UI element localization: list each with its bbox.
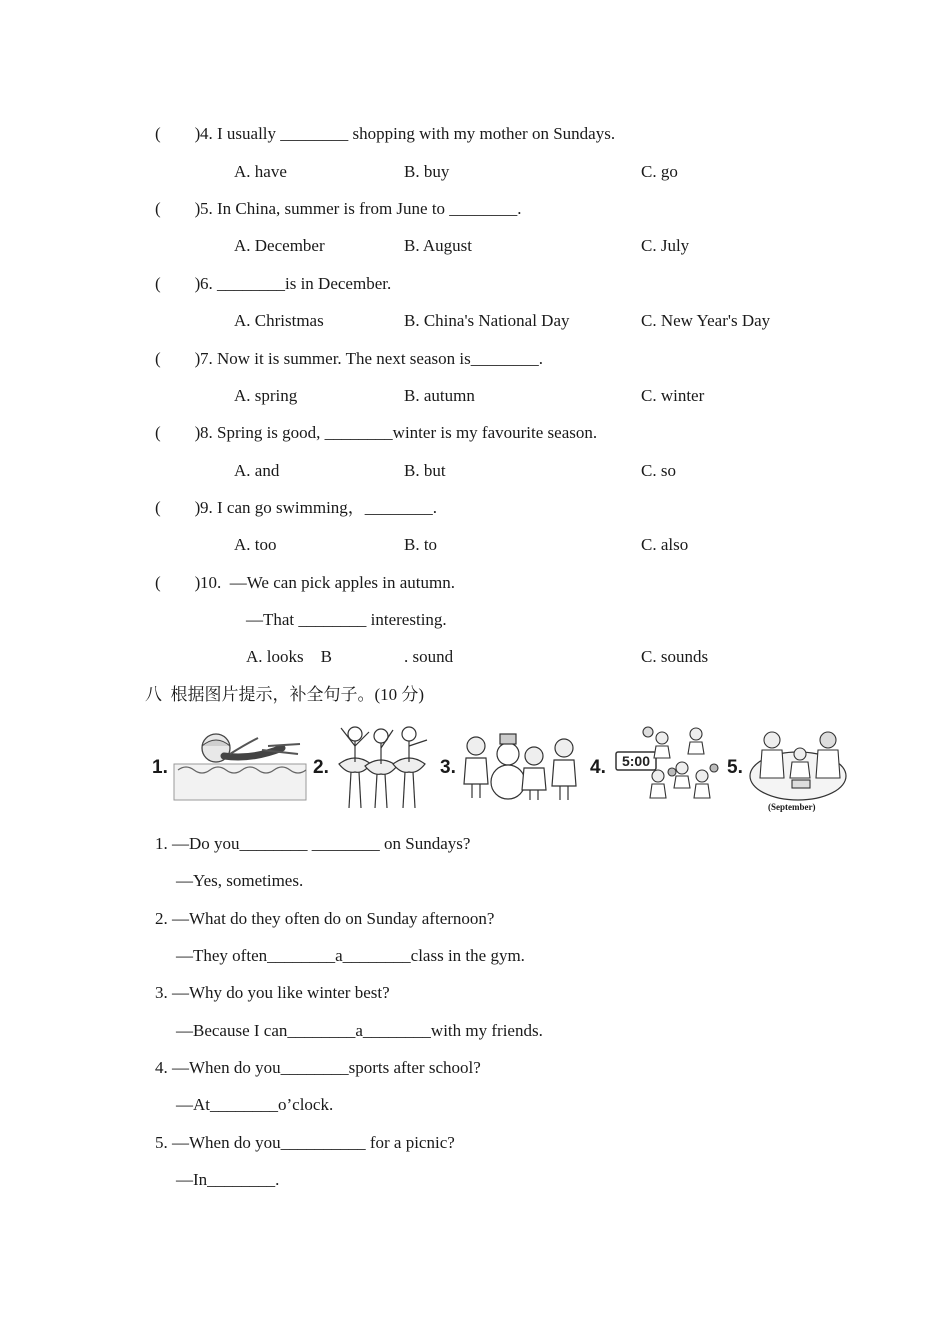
september-caption: (September) [768,802,816,812]
answer-blank[interactable]: ( ) [155,573,201,592]
item-answer: —At________o’clock. [176,1095,334,1114]
section-title: 八 根据图片提示，补全句子。(10 分) [145,685,425,704]
question-stem: 8. Spring is good, ________winter is my favourite season. [200,423,598,442]
item-question: 1. —Do you________ ________ on Sundays? [155,834,471,853]
option-c: C. winter [641,386,705,405]
item-answer: —Because I can________a________with my friends. [176,1021,543,1040]
picnic-picture [748,722,848,816]
dancing-picture [335,722,435,812]
clock-time: 5:00 [621,753,651,769]
option-a: A. Christmas [234,311,324,330]
option-b: B. to [404,535,438,554]
item-answer: —In________. [176,1170,280,1189]
item-question: 4. —When do you________sports after school? [155,1058,481,1077]
item-question: 5. —When do you__________ for a picnic? [155,1133,455,1152]
pic-number-4: 4. [590,757,606,778]
question-stem: 9. I can go swimming，________. [200,498,438,517]
question-stem: 5. In China, summer is from June to ________. [200,199,522,218]
option-a: A. spring [234,386,298,405]
item-question: 2. —What do they often do on Sunday afternoon? [155,909,495,928]
option-a: A. looks B [246,647,332,666]
answer-blank[interactable]: ( ) [155,349,201,368]
pic-number-3: 3. [440,757,456,778]
swimming-picture [172,726,308,802]
question-stem: 7. Now it is summer. The next season is________. [200,349,543,368]
option-b: B. China's National Day [404,311,570,330]
option-c: C. go [641,162,678,181]
option-c: C. also [641,535,689,554]
pic-number-1: 1. [152,757,168,778]
option-b: . sound [404,647,454,666]
option-c: C. sounds [641,647,709,666]
item-answer: —Yes, sometimes. [176,871,304,890]
question-stem: 6. ________is in December. [200,274,392,293]
snowman-picture [462,728,582,802]
option-a: A. have [234,162,287,181]
answer-blank[interactable]: ( ) [155,199,201,218]
option-a: A. too [234,535,277,554]
option-c: C. so [641,461,676,480]
question-reply: —That ________ interesting. [246,610,447,629]
option-b: B. August [404,236,473,255]
answer-blank[interactable]: ( ) [155,498,201,517]
option-c: C. New Year's Day [641,311,771,330]
option-b: B. buy [404,162,450,181]
answer-blank[interactable]: ( ) [155,274,201,293]
option-c: C. July [641,236,690,255]
option-b: B. but [404,461,446,480]
pic-number-2: 2. [313,757,329,778]
sports-picture [612,724,720,808]
option-b: B. autumn [404,386,475,405]
item-answer: —They often________a________class in the gym. [176,946,525,965]
question-stem: 4. I usually ________ shopping with my mother on Sundays. [200,124,616,143]
option-a: A. December [234,236,325,255]
answer-blank[interactable]: ( ) [155,124,201,143]
answer-blank[interactable]: ( ) [155,423,201,442]
item-question: 3. —Why do you like winter best? [155,983,390,1002]
pic-number-5: 5. [727,757,743,778]
question-stem: 10. —We can pick apples in autumn. [200,573,455,592]
option-a: A. and [234,461,280,480]
